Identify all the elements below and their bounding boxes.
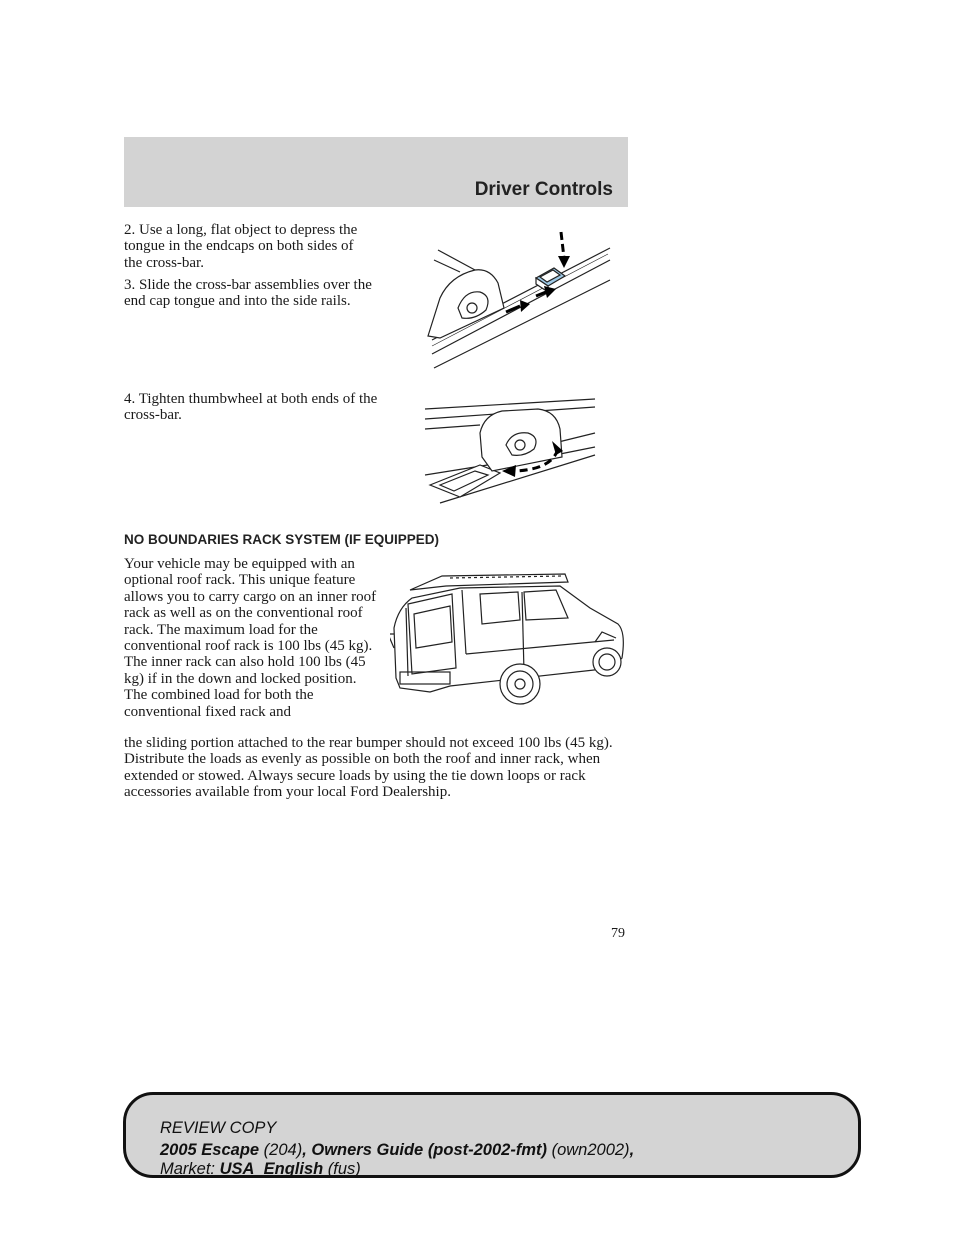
- step-2-text: 2. Use a long, flat object to depress the tongue in the endcaps on both sides of the cross-bar.: [124, 222, 358, 271]
- footer-separator: ,: [302, 1141, 312, 1159]
- step-3-text: 3. Slide the cross-bar assemblies over the end cap tongue and into the side rails.: [124, 277, 372, 310]
- footer-market-label: Market:: [160, 1160, 220, 1178]
- footer-guide: Owners Guide (post-2002-fmt): [311, 1141, 547, 1159]
- footer-model-code: (204): [259, 1141, 303, 1159]
- vehicle-roof-rack-illustration: [390, 568, 630, 713]
- page-number: 79: [611, 926, 625, 941]
- footer-market-line: [160, 1159, 361, 1179]
- crossbar-endcap-illustration: [420, 228, 615, 373]
- footer-guide-code: (own2002): [547, 1141, 630, 1159]
- rack-system-heading: NO BOUNDARIES RACK SYSTEM (IF EQUIPPED): [124, 532, 440, 547]
- section-header-band: [124, 137, 628, 207]
- rack-body-text-part1: Your vehicle may be equipped with an optional roof rack. This unique feature allows you to carry cargo on an inner roof rack as well as on the conventional roof rack. The maximum load for the conventional roof rack is 100 lbs (45 kg). The inner rack can also hold 100 lbs (45 kg) if in the down and locked position. The combined load for both the conventional fixed rack and: [124, 556, 377, 720]
- section-title: Driver Controls: [474, 179, 613, 200]
- footer-model: 2005 Escape: [160, 1141, 260, 1159]
- footer-separator-2: ,: [629, 1141, 635, 1159]
- footer-market-code: (fus): [323, 1160, 361, 1178]
- thumbwheel-illustration: [420, 393, 600, 511]
- review-copy-label: REVIEW COPY: [160, 1119, 277, 1137]
- footer-document-line: [160, 1140, 634, 1160]
- rack-body-text-part2: the sliding portion attached to the rear bumper should not exceed 100 lbs (45 kg). Distribute the loads as evenly as possible on both the roof and inner rack, when extended or stowed. Always secure loads by using the tie down loops or rack accessories available from your local Ford Dealership.: [124, 735, 613, 801]
- footer-market: USA_English: [219, 1160, 324, 1178]
- step-4-text: 4. Tighten thumbwheel at both ends of the cross-bar.: [124, 391, 378, 424]
